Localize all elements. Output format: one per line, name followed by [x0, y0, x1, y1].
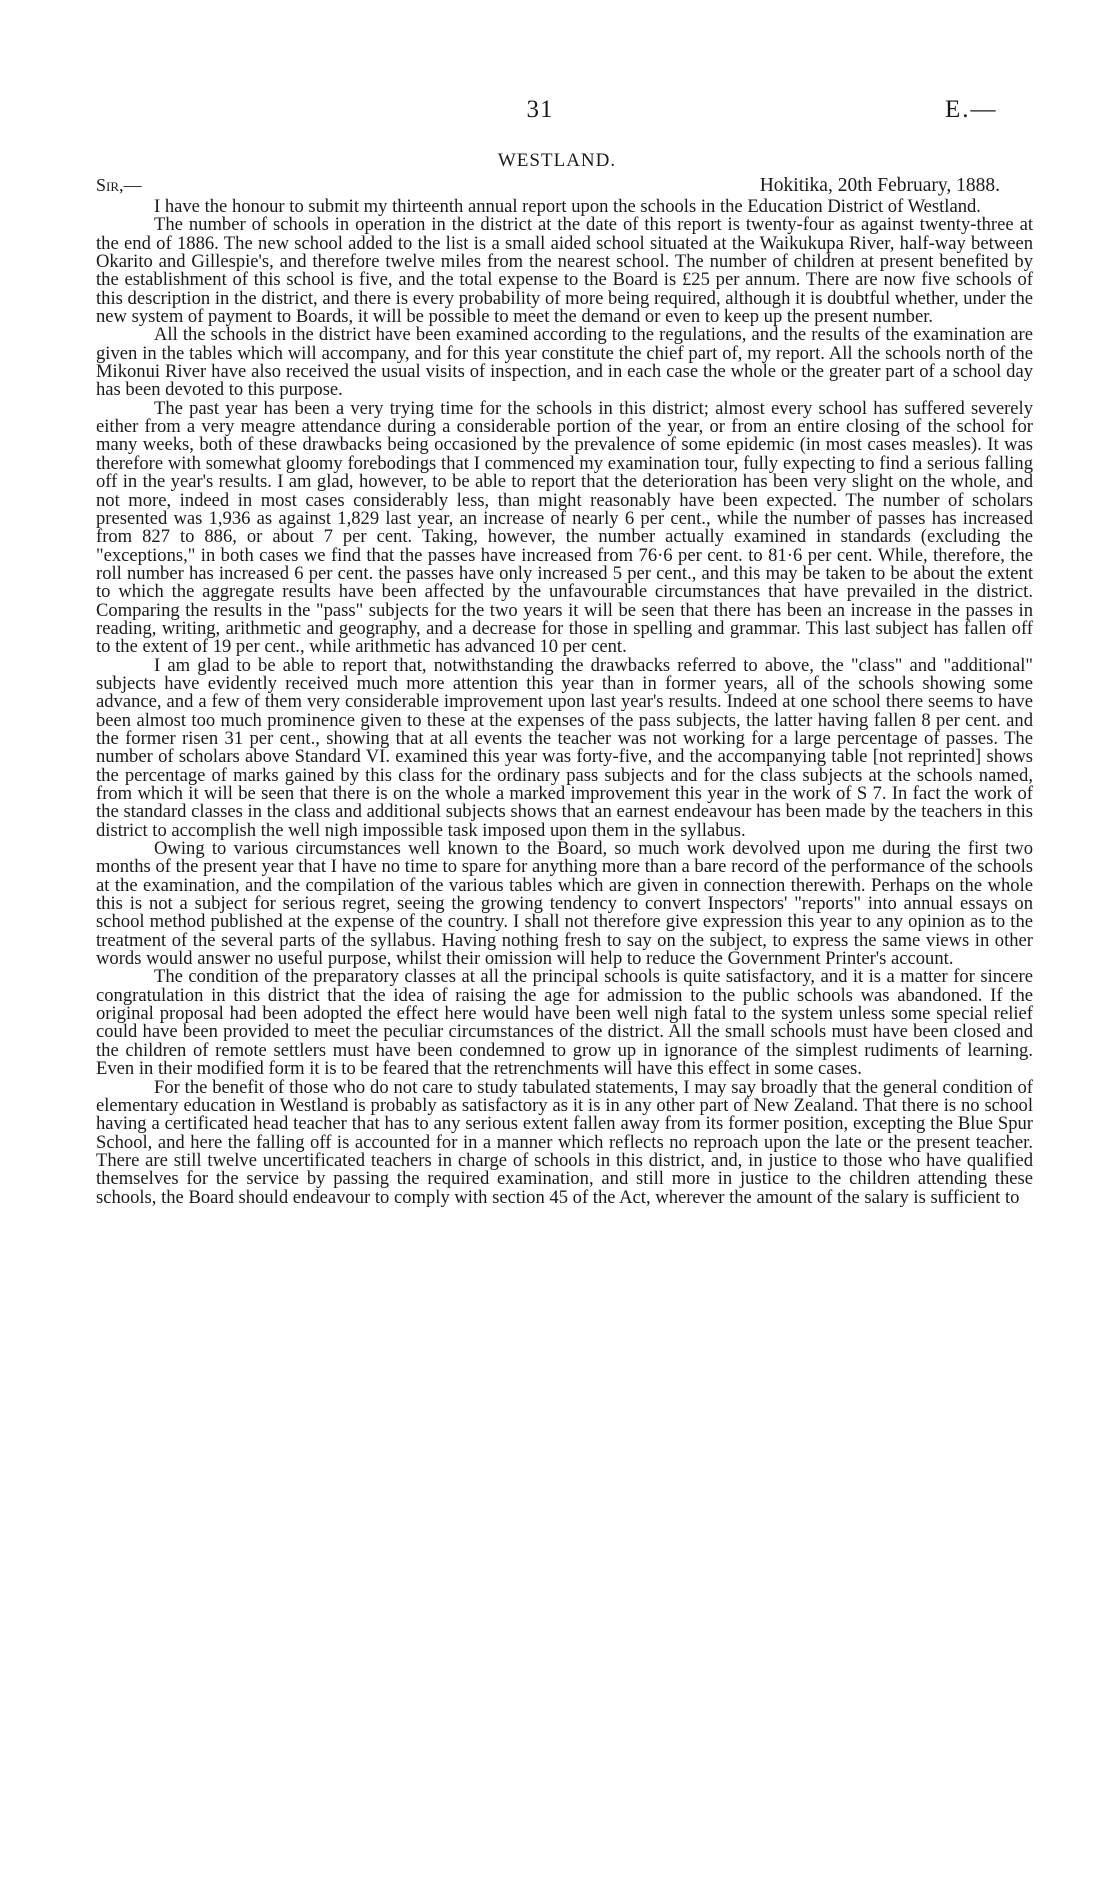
paragraph: For the benefit of those who do not care to study tabulated statements, I may say broadly that the general condition of elementary education in Westland is probably as satisfactory as it is in any other part of New Zealand. That there is no school having a certificated head teacher that has to any serious extent fallen away from its former position, excepting the Blue Spur School, and here the falling off is accounted for in a manner which reflects no reproach upon the late or the present teacher. There are still twelve uncertificated teachers in charge of schools in this district, and, in justice to those who have qualified themselves for the service by passing the required examination, and still more in justice to the children attending these schools, the Board should endeavour to comply with section 45 of the Act, wherever the amount of the salary is sufficient to — [96, 1076, 1033, 1208]
paragraph: The number of schools in operation in the district at the date of this report is twenty-four as against twenty-three at the end of 1886. The new school added to the list is a small aided school situated at the Waikukupa River, half-way between Okarito and Gillespie's, and therefore twelve miles from the nearest school. The number of children at present benefited by the establishment of this school is five, and the total expense to the Board is £25 per annum. There are now five schools of this description in the district, and there is every probability of more being required, although it is doubtful whether, under the new system of payment to Boards, it will be possible to meet the demand or even to keep up the present number. — [96, 214, 1033, 328]
section-heading: WESTLAND. — [497, 150, 617, 171]
salutation: Sir,— — [96, 175, 142, 195]
dateline: Hokitika, 20th February, 1888. — [759, 175, 1000, 196]
series-code: E.— — [945, 96, 998, 123]
report-body — [96, 198, 1033, 1207]
paragraph: Owing to various circumstances well known to the Board, so much work devolved upon me during the first two months of the present year that I have no time to spare for anything more than a bare record of the performance of the schools at the examination, and the compilation of the various tables which are given in connection therewith. Perhaps on the whole this is not a subject for serious regret, seeing the growing tendency to convert Inspectors' "reports" into annual essays on school method published at the expense of the country. I shall not therefore give expression this year to any opinion as to the treatment of the several parts of the syllabus. Having nothing fresh to say on the subject, to express the same views in other words would answer no useful purpose, whilst their omission will help to reduce the Government Printer's account. — [96, 838, 1033, 970]
paragraph: I have the honour to submit my thirteenth annual report upon the schools in the Education District of Westland. — [154, 196, 981, 217]
page-number: 31 — [526, 96, 554, 123]
paragraph: The past year has been a very trying time for the schools in this district; almost every school has suffered severely either from a very meagre attendance during a considerable portion of the year, or from an entire closing of the school for many weeks, both of these drawbacks being occasioned by the prevalence of some epidemic (in most cases measles). It was therefore with somewhat gloomy forebodings that I commenced my examination tour, fully expecting to find a serious falling off in the year's results. I am glad, however, to be able to report that the deterioration has been very slight on the whole, and not more, indeed in most cases considerably less, than might reasonably have been expected. The number of scholars presented was 1,936 as against 1,829 last year, an increase of nearly 6 per cent., while the number of passes has increased from 827 to 886, or about 7 per cent. Taking, however, the number actually examined in standards (excluding the "exceptions," in both cases we find that the passes have increased from 76·6 per cent. to 81·6 per cent. While, therefore, the roll number has increased 6 per cent. the passes have only increased 5 per cent., and this may be taken to be about the extent to which the aggregate results have been affected by the unfavourable circumstances that have prevailed in the district. Comparing the results in the "pass" subjects for the two years it will be seen that there has been an increase in the passes in reading, writing, arithmetic and geography, and a decrease for those in spelling and grammar. This last subject has fallen off to the extent of 19 per cent., while arithmetic has advanced 10 per cent. — [96, 397, 1033, 658]
paragraph: I am glad to be able to report that, notwithstanding the drawbacks referred to above, the "class" and "additional" subjects have evidently received much more attention this year than in former years, all of the schools showing some advance, and a few of them very considerable improvement upon last year's results. Indeed at one school there seems to have been almost too much prominence given to these at the expenses of the pass subjects, the latter having fallen 8 per cent. and the former risen 31 per cent., showing that at all events the teacher was not working for a large percentage of passes. The number of scholars above Standard VI. examined this year was forty-five, and the accompanying table [not reprinted] shows the percentage of marks gained by this class for the ordinary pass subjects and for the class subjects at the schools named, from which it will be seen that there is on the whole a marked improvement this year in the work of S 7. In fact the work of the standard classes in the class and additional subjects shows that an earnest endeavour has been made by the teachers in this district to accomplish the well nigh impossible task imposed upon them in the syllabus. — [96, 654, 1033, 841]
paragraph: All the schools in the district have been examined according to the regulations, and the results of the examination are given in the tables which will accompany, and for this year constitute the chief part of, my report. All the schools north of the Mikonui River have also received the usual visits of inspection, and in each case the whole or the greater part of a school day has been devoted to this purpose. — [96, 324, 1033, 401]
paragraph: The condition of the preparatory classes at all the principal schools is quite satisfactory, and it is a matter for sincere congratulation in this district that the idea of raising the age for admission to the public schools was abandoned. If the original proposal had been adopted the effect here would have been well nigh fatal to the system unless some special relief could have been provided to meet the peculiar circumstances of the district. All the small schools must have been closed and the children of remote settlers must have been condemned to grow up in ignorance of the simplest rudiments of learning. Even in their modified form it is to be feared that the retrenchments will have this effect in some cases. — [96, 966, 1033, 1080]
